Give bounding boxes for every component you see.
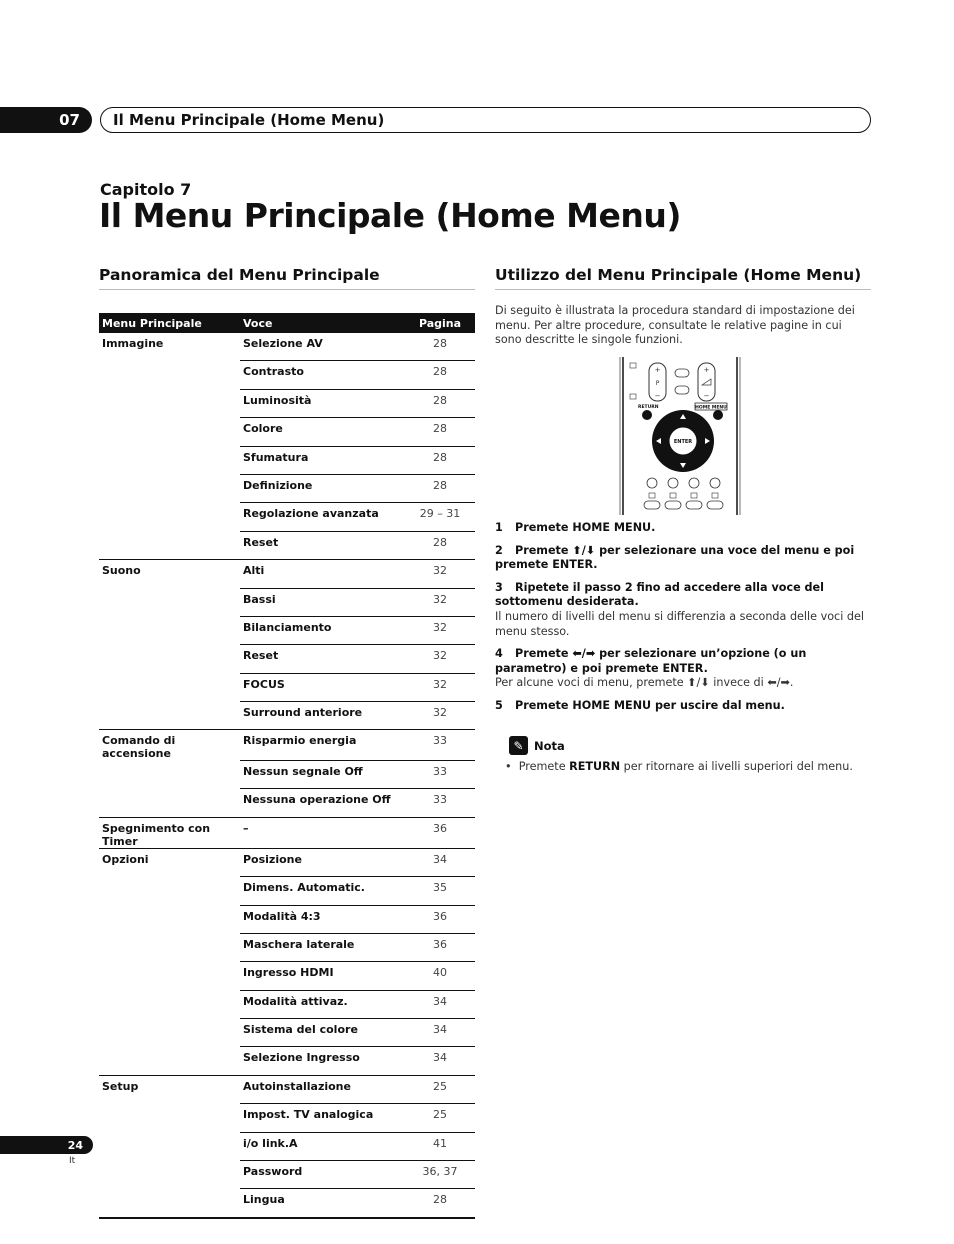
page-ref-cell: 33 — [405, 760, 475, 788]
page-ref-cell: 28 — [405, 1189, 475, 1218]
home-menu-label: HOME MENU — [695, 405, 727, 411]
step-3 — [495, 581, 871, 639]
menu-category-cell — [99, 503, 240, 531]
menu-category-cell: Setup — [99, 1075, 240, 1103]
page-ref-cell: 32 — [405, 560, 475, 588]
page-ref-cell: 34 — [405, 848, 475, 876]
chapter-label: Capitolo 7 — [100, 180, 192, 199]
menu-voice-cell: – — [240, 817, 405, 848]
step-number: 2 — [495, 543, 503, 557]
table-row — [99, 446, 475, 474]
remote-control-illustration — [618, 357, 742, 515]
table-row — [99, 990, 475, 1018]
steps-list — [495, 521, 871, 722]
menu-voice-cell: Nessuna operazione Off — [240, 789, 405, 817]
table-row — [99, 361, 475, 389]
overview-section-title: Panoramica del Menu Principale — [99, 266, 475, 290]
menu-category-cell — [99, 990, 240, 1018]
table-row — [99, 474, 475, 502]
page-ref-cell: 33 — [405, 789, 475, 817]
page-ref-cell: 36, 37 — [405, 1161, 475, 1189]
table-row — [99, 702, 475, 730]
menu-category-cell: Immagine — [102, 337, 164, 350]
page-ref-cell: 28 — [405, 446, 475, 474]
menu-voice-cell: Reset — [240, 531, 405, 559]
menu-category-cell — [99, 645, 240, 673]
page-ref-cell: 35 — [405, 877, 475, 905]
intro-paragraph: Di seguito è illustrata la procedura standard di impostazione dei menu. Per altre procedure, consultate le relative pagine in cui sono descritte le singole funzioni. — [495, 304, 855, 347]
menu-voice-cell: Colore — [240, 418, 405, 446]
menu-category-cell — [99, 474, 240, 502]
step-number: 3 — [495, 580, 503, 594]
step-5 — [495, 699, 871, 714]
col-header-menu: Menu Principale — [99, 313, 240, 333]
page-ref-cell: 28 — [405, 361, 475, 389]
menu-category-cell — [99, 673, 240, 701]
note-item — [505, 760, 853, 773]
step-detail: Il numero di livelli del menu si differenzia a seconda delle voci del menu stesso. — [495, 609, 864, 638]
menu-voice-cell: Luminosità — [240, 389, 405, 417]
table-row — [99, 503, 475, 531]
step-2 — [495, 544, 871, 573]
menu-voice-cell: Ingresso HDMI — [240, 962, 405, 990]
note-text-post: per ritornare ai livelli superiori del menu. — [620, 760, 853, 773]
page-ref-cell: 28 — [433, 337, 447, 350]
table-row — [99, 789, 475, 817]
menu-category-cell — [99, 616, 240, 644]
table-header-row — [99, 313, 475, 333]
menu-voice-cell: Bassi — [240, 588, 405, 616]
menu-voice-cell: i/o link.A — [240, 1132, 405, 1160]
menu-voice-cell: Selezione Ingresso — [240, 1047, 405, 1075]
chapter-number-tab: 07 — [0, 107, 92, 133]
menu-category-cell — [99, 760, 240, 788]
menu-voice-cell: Maschera laterale — [240, 933, 405, 961]
menu-category-cell — [99, 1132, 240, 1160]
note-pencil-icon: ✎ — [509, 736, 528, 755]
menu-voice-cell: Reset — [240, 645, 405, 673]
page-ref-cell: 32 — [405, 645, 475, 673]
page-ref-cell: 32 — [405, 702, 475, 730]
page-ref-cell: 28 — [405, 418, 475, 446]
table-row — [99, 962, 475, 990]
menu-category-cell: Opzioni — [99, 848, 240, 876]
header-title: Il Menu Principale (Home Menu) — [100, 107, 871, 133]
menu-voice-cell: Nessun segnale Off — [240, 760, 405, 788]
menu-overview-table — [99, 313, 475, 1219]
table-row — [99, 418, 475, 446]
menu-voice-cell: Sfumatura — [240, 446, 405, 474]
page-ref-cell: 36 — [405, 817, 475, 848]
page-ref-cell: 34 — [405, 990, 475, 1018]
svg-text:−: − — [654, 392, 661, 400]
menu-category-cell — [99, 1161, 240, 1189]
page-ref-cell: 41 — [405, 1132, 475, 1160]
menu-category-cell: Comando di accensione — [99, 730, 240, 761]
table-body — [99, 333, 475, 1218]
step-number: 5 — [495, 698, 503, 712]
menu-category-cell — [99, 905, 240, 933]
step-number: 1 — [495, 521, 503, 534]
menu-category-cell — [99, 1047, 240, 1075]
table-row — [99, 848, 475, 876]
table-row — [99, 1104, 475, 1132]
table-row — [99, 531, 475, 559]
menu-voice-cell: Selezione AV — [243, 337, 323, 350]
table-row — [99, 1189, 475, 1218]
menu-voice-cell: Dimens. Automatic. — [240, 877, 405, 905]
menu-voice-cell: Definizione — [240, 474, 405, 502]
note-bullet: • — [505, 760, 512, 773]
menu-voice-cell: FOCUS — [240, 673, 405, 701]
table-row — [99, 1161, 475, 1189]
table-row — [99, 730, 475, 761]
menu-category-cell: Suono — [99, 560, 240, 588]
svg-text:+: + — [703, 366, 710, 374]
table-row — [99, 1132, 475, 1160]
page-ref-cell: 32 — [405, 588, 475, 616]
menu-voice-cell: Posizione — [240, 848, 405, 876]
step-heading: Ripetete il passo 2 fino ad accedere alla voce del sottomenu desiderata. — [495, 580, 824, 609]
page-ref-cell: 28 — [405, 531, 475, 559]
language-code: It — [69, 1156, 76, 1166]
step-heading: Premete HOME MENU per uscire dal menu. — [515, 698, 785, 712]
menu-category-cell — [99, 962, 240, 990]
page-number: 24 — [0, 1136, 93, 1154]
menu-voice-cell: Autoinstallazione — [240, 1075, 405, 1103]
menu-voice-cell: Risparmio energia — [240, 730, 405, 761]
menu-category-cell — [99, 389, 240, 417]
table-row — [99, 645, 475, 673]
menu-category-cell — [99, 1019, 240, 1047]
page-ref-cell: 40 — [405, 962, 475, 990]
menu-category-cell — [99, 531, 240, 559]
table-row — [99, 760, 475, 788]
page-ref-cell: 34 — [405, 1047, 475, 1075]
menu-category-cell — [99, 1104, 240, 1132]
step-1 — [495, 521, 871, 536]
step-heading: Premete HOME MENU. — [515, 521, 656, 534]
menu-category-cell — [99, 933, 240, 961]
p-label: P — [655, 380, 660, 387]
table-row — [99, 1019, 475, 1047]
table-row — [99, 817, 475, 848]
table-row — [99, 1047, 475, 1075]
page-ref-cell: 36 — [405, 933, 475, 961]
svg-text:+: + — [654, 366, 661, 374]
note-heading — [509, 736, 565, 755]
menu-voice-cell: Impost. TV analogica — [240, 1104, 405, 1132]
step-heading: Premete ⬆/⬇ per selezionare una voce del menu e poi premete ENTER. — [495, 543, 855, 572]
menu-category-cell — [99, 789, 240, 817]
table-row — [99, 560, 475, 588]
menu-voice-cell: Sistema del colore — [240, 1019, 405, 1047]
menu-voice-cell: Contrasto — [240, 361, 405, 389]
col-header-page: Pagina — [405, 313, 475, 333]
menu-voice-cell: Modalità attivaz. — [240, 990, 405, 1018]
table-row — [99, 877, 475, 905]
menu-voice-cell: Password — [240, 1161, 405, 1189]
table-row — [99, 389, 475, 417]
table-row — [99, 588, 475, 616]
menu-category-cell — [99, 418, 240, 446]
page-ref-cell: 29 – 31 — [405, 503, 475, 531]
table-row — [99, 673, 475, 701]
menu-voice-cell: Surround anteriore — [240, 702, 405, 730]
page-ref-cell: 32 — [405, 616, 475, 644]
menu-category-cell — [99, 361, 240, 389]
menu-category-cell — [99, 1189, 240, 1218]
menu-category-cell — [99, 588, 240, 616]
note-text-pre: Premete — [518, 760, 570, 773]
table-row — [99, 933, 475, 961]
table-row — [99, 1075, 475, 1103]
page-ref-cell: 25 — [405, 1075, 475, 1103]
return-label: RETURN — [638, 405, 659, 410]
usage-section-title: Utilizzo del Menu Principale (Home Menu) — [495, 266, 871, 290]
page-ref-cell: 25 — [405, 1104, 475, 1132]
menu-voice-cell: Regolazione avanzata — [240, 503, 405, 531]
table-row — [99, 616, 475, 644]
step-detail: Per alcune voci di menu, premete ⬆/⬇ invece di ⬅/➡. — [495, 676, 794, 690]
svg-text:−: − — [703, 392, 710, 400]
col-header-voice: Voce — [240, 313, 405, 333]
page-title: Il Menu Principale (Home Menu) — [99, 196, 681, 235]
menu-category-cell: Spegnimento con Timer — [99, 817, 240, 848]
page-ref-cell: 28 — [405, 474, 475, 502]
menu-category-cell — [99, 702, 240, 730]
table-row — [99, 905, 475, 933]
table-row — [99, 333, 475, 361]
page-ref-cell: 28 — [405, 389, 475, 417]
menu-voice-cell: Alti — [240, 560, 405, 588]
menu-voice-cell: Bilanciamento — [240, 616, 405, 644]
menu-category-cell — [99, 877, 240, 905]
step-number: 4 — [495, 647, 503, 661]
enter-label: ENTER — [673, 439, 693, 445]
menu-voice-cell: Lingua — [240, 1189, 405, 1218]
step-heading: Premete ⬅/➡ per selezionare un’opzione (o un parametro) e poi premete ENTER. — [495, 647, 807, 675]
page-ref-cell: 34 — [405, 1019, 475, 1047]
page-ref-cell: 33 — [405, 730, 475, 761]
menu-category-cell — [99, 446, 240, 474]
page-ref-cell: 36 — [405, 905, 475, 933]
page-ref-cell: 32 — [405, 673, 475, 701]
menu-voice-cell: Modalità 4:3 — [240, 905, 405, 933]
note-title: Nota — [534, 738, 565, 753]
note-text-bold: RETURN — [569, 760, 621, 773]
step-4 — [495, 647, 871, 691]
